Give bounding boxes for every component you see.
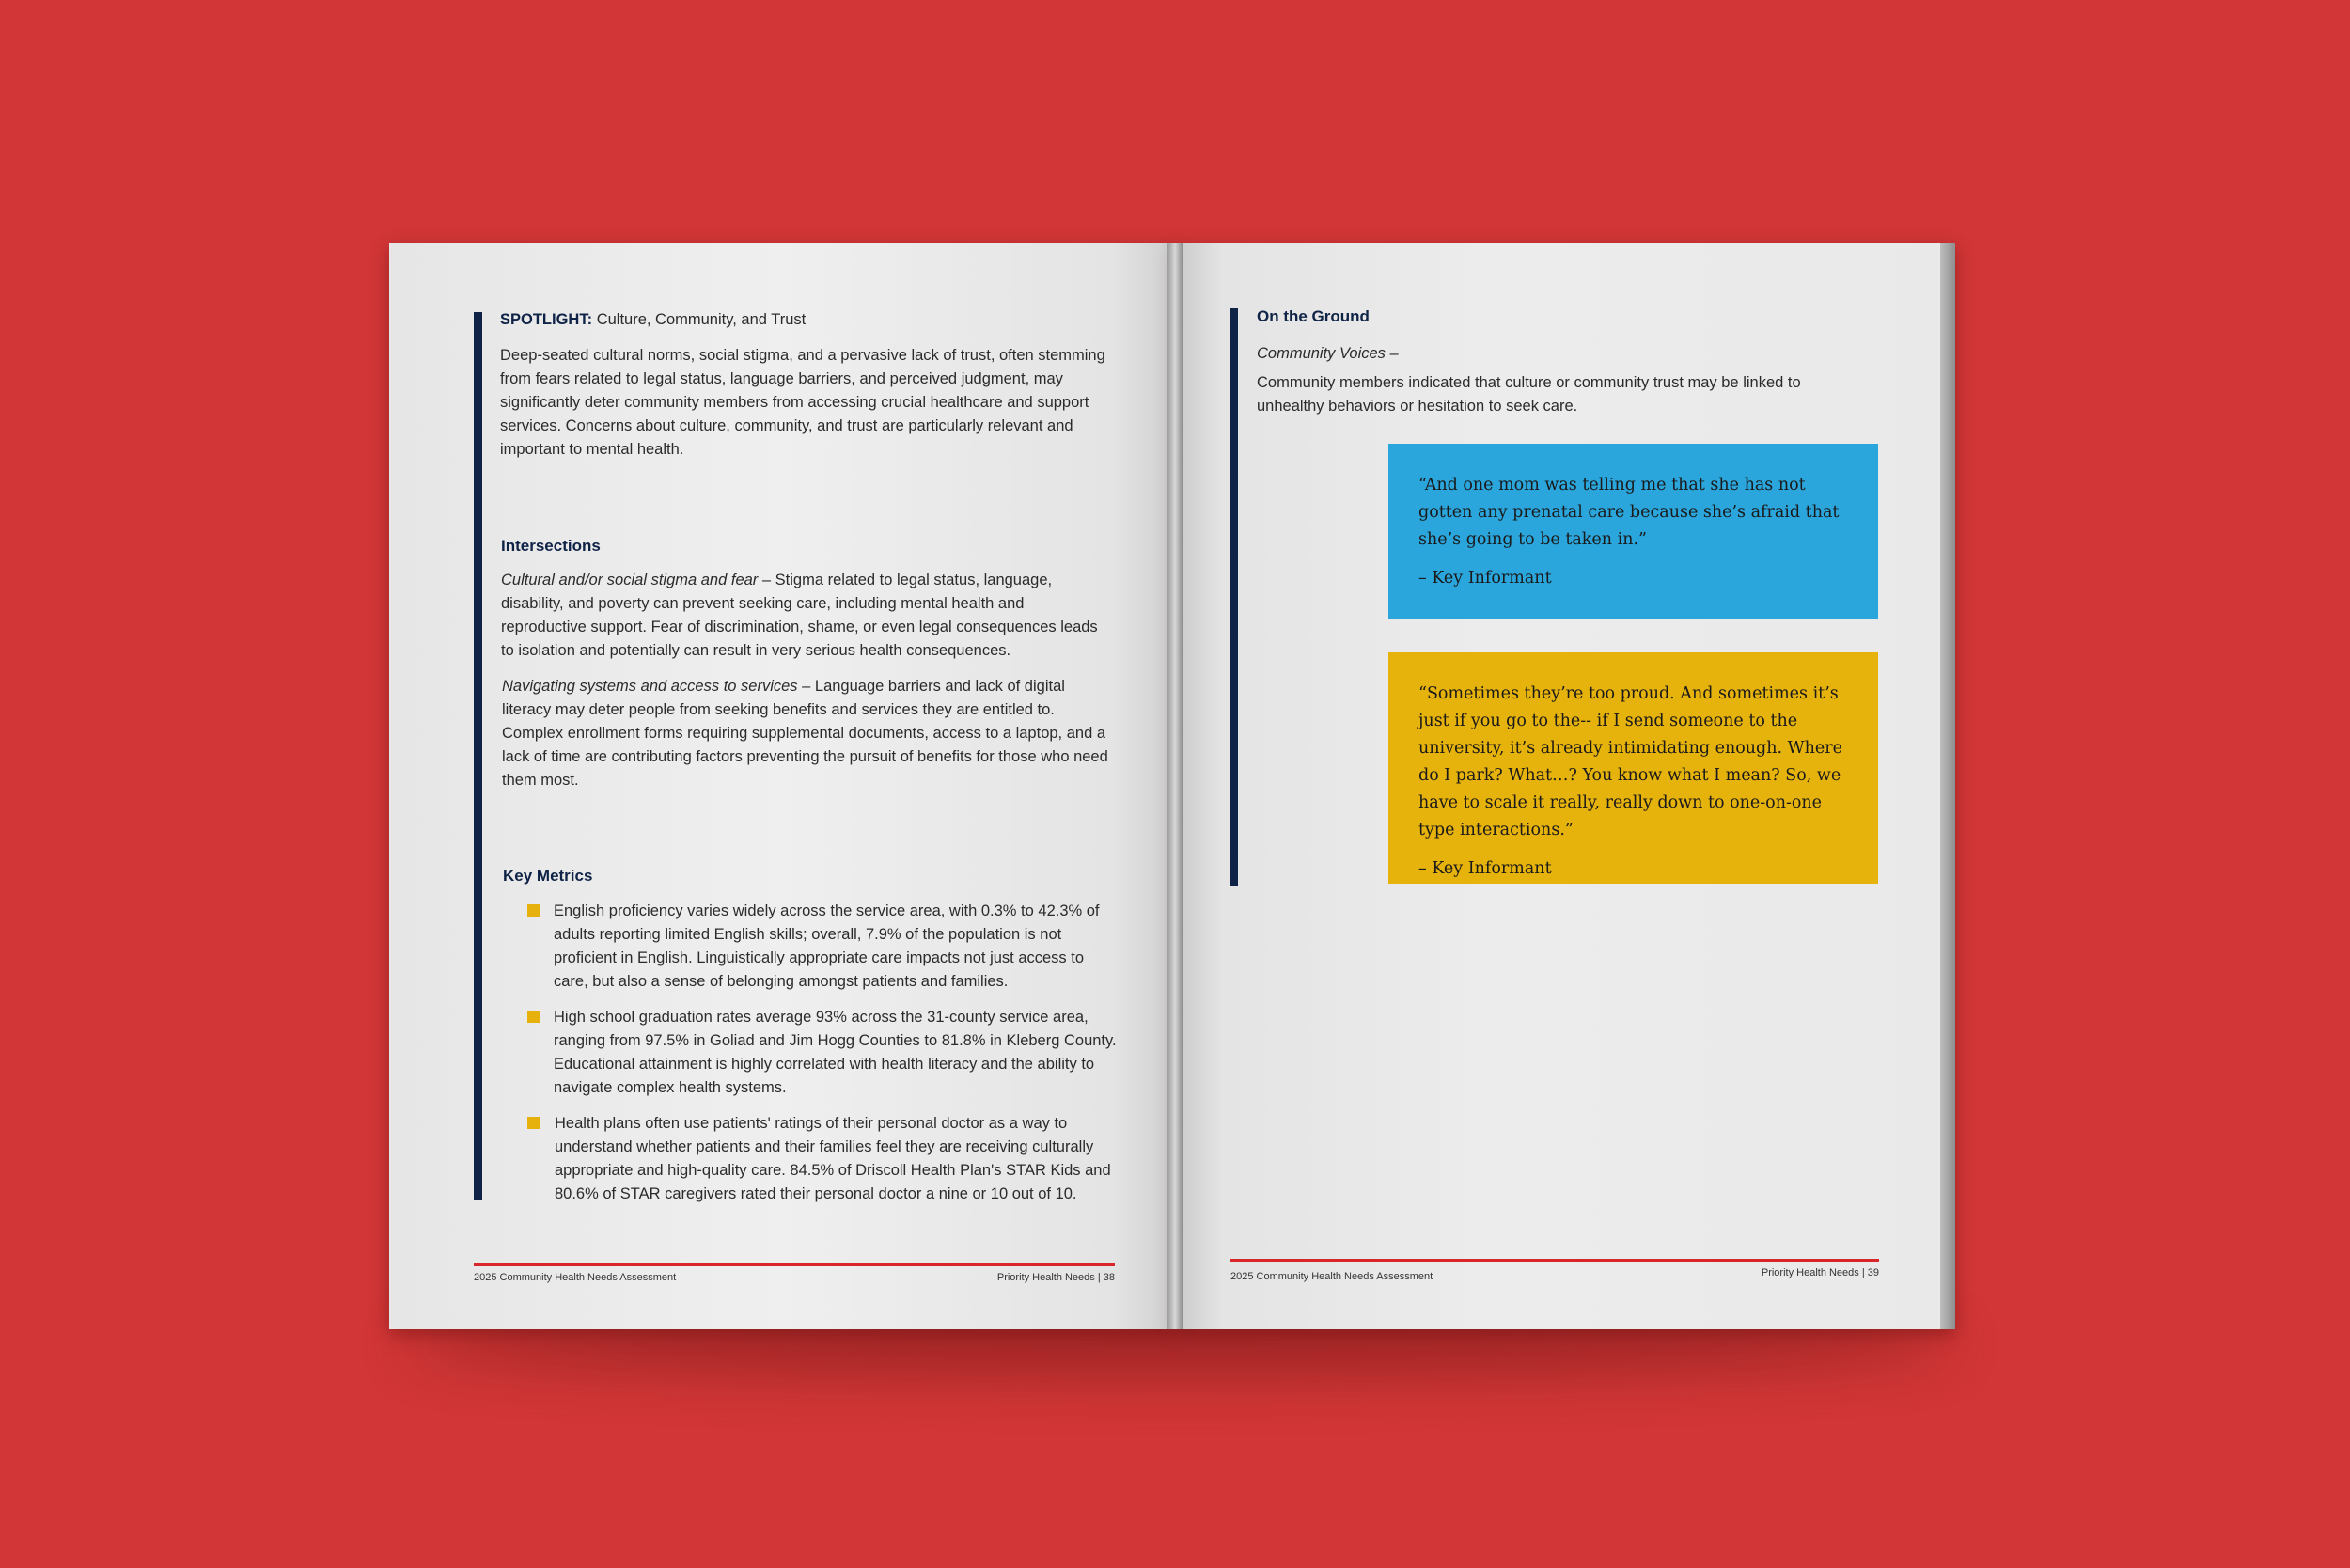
quote-attribution: – Key Informant	[1418, 569, 1552, 588]
footer-title: 2025 Community Health Needs Assessment	[1230, 1271, 1434, 1282]
quote-box-yellow	[1388, 652, 1878, 884]
spotlight-heading	[500, 308, 1102, 332]
quote-text: “Sometimes they’re too proud. And sometimes it’s just if you go to the-- if I send someone to the university, it’s already intimidating enough. Where do I park? What…? You know what I mean? So, we have to scale it really, really down to one-on-one type interactions.”	[1418, 684, 1842, 839]
footer-title: 2025 Community Health Needs Assessment	[474, 1272, 677, 1283]
intersection-paragraph	[501, 569, 1112, 663]
spotlight-body: Deep-seated cultural norms, social stigma, and a pervasive lack of trust, often stemming from fears related to legal status, language barriers, and perceived judgment, may significantly deter community members from accessing crucial healthcare and support services. Concerns about culture, community, and trust are particularly relevant and important to mental health.	[500, 347, 1105, 458]
intersection-lead: Navigating systems and access to services	[502, 678, 798, 695]
quote-text: “And one mom was telling me that she has not gotten any prenatal care because she’s afraid that she’s going to be taken in.”	[1418, 476, 1840, 549]
quote-box-blue	[1388, 444, 1878, 619]
intersections-heading: Intersections	[501, 537, 601, 555]
footer-rule	[474, 1263, 1115, 1266]
bullet-square-icon	[527, 904, 540, 917]
metric-item: English proficiency varies widely across the service area, with 0.3% to 42.3% of adults reporting limited English skills; overall, 7.9% of the population is not proficient in English. Linguistically appropriate care impacts not just access to care, but also a sense of belonging amongst patients and families.	[554, 902, 1100, 990]
intro-text: Community members indicated that culture or community trust may be linked to unhealthy behaviors or hesitation to seek care.	[1257, 374, 1801, 415]
key-metrics-heading: Key Metrics	[503, 867, 593, 885]
intersection-text: – Language barriers and lack of digital literacy may deter people from seeking benefits and services they are entitled to. Complex enrollment forms requiring supplemental documents, access to a laptop, and a lack of time are contributing factors preventing the pursuit of benefits for those who need them most.	[502, 678, 1108, 789]
intersection-lead: Cultural and/or social stigma and fear	[501, 572, 759, 588]
metric-item: High school graduation rates average 93% across the 31-county service area, ranging from 97.5% in Goliad and Jim Hogg Counties to 81.8% in Kleberg County. Educational attainment is highly correlated with health literacy and the ability to navigate complex health systems.	[554, 1009, 1117, 1096]
intersection-text: – Stigma related to legal status, language, disability, and poverty can prevent seeking care, including mental health and reproductive support. Fear of discrimination, shame, or even legal consequences leads to isolation and potentially can result in very serious health consequences.	[501, 572, 1098, 659]
on-the-ground-heading: On the Ground	[1257, 307, 1370, 325]
metric-item: Health plans often use patients' ratings of their personal doctor as a way to understand whether patients and their families feel they are receiving culturally appropriate and high-quality care. 84.5% of Driscoll Health Plan's STAR Kids and 80.6% of STAR caregivers rated their personal doctor a nine or 10 out of 10.	[555, 1115, 1111, 1202]
page-edge	[1940, 243, 1955, 1329]
spotlight-title: Culture, Community, and Trust	[596, 311, 807, 328]
community-voices-subheading: Community Voices –	[1257, 345, 1399, 362]
spotlight-label: SPOTLIGHT:	[500, 311, 593, 328]
intersection-paragraph	[502, 675, 1113, 792]
book-spine	[1167, 243, 1183, 1329]
footer-page-number: Priority Health Needs | 39	[1761, 1267, 1879, 1278]
footer-rule	[1230, 1259, 1879, 1262]
left-accent-bar	[474, 312, 482, 1200]
footer-page-number: Priority Health Needs | 38	[996, 1272, 1115, 1283]
quote-attribution: – Key Informant	[1418, 859, 1552, 878]
bullet-square-icon	[527, 1117, 540, 1129]
right-accent-bar	[1230, 308, 1238, 886]
bullet-square-icon	[527, 1011, 540, 1023]
